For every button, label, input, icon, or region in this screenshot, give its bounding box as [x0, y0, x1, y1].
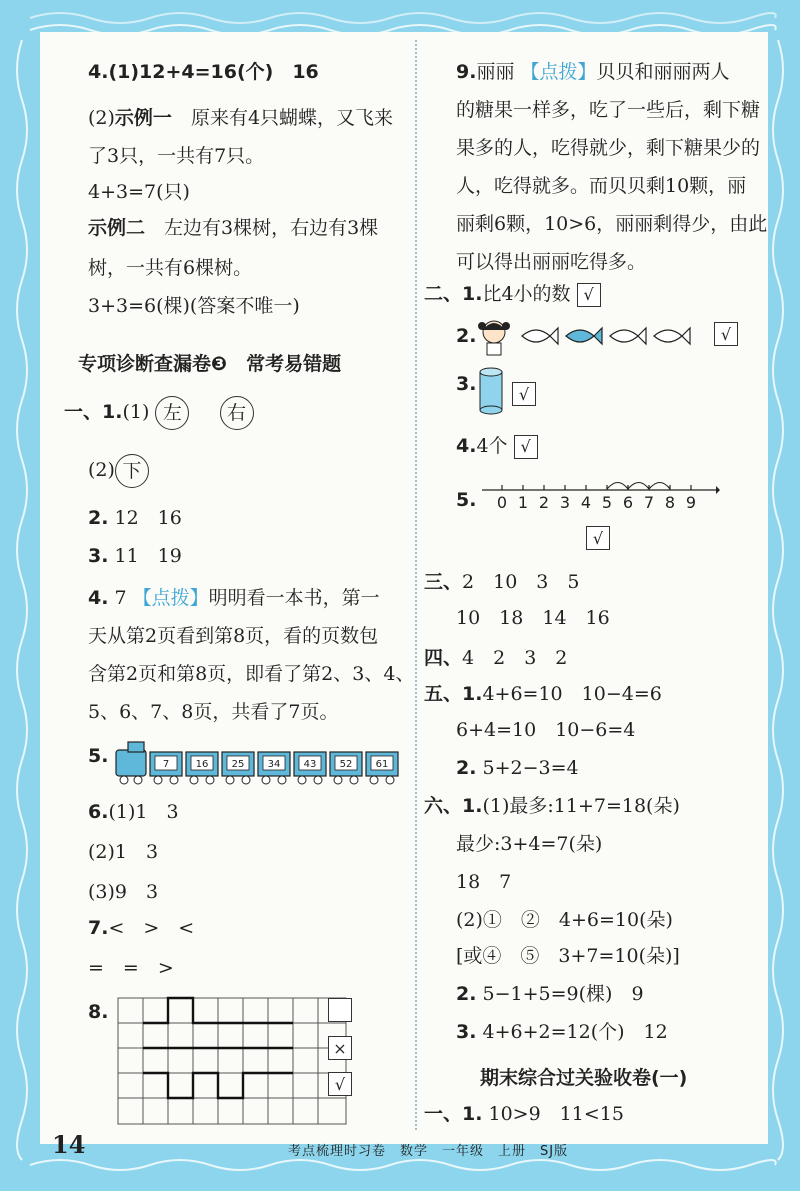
check-box: √: [714, 322, 738, 346]
section-6-1: 六、1.(1)最多:11+7=18(朵): [424, 795, 680, 817]
train-wheel: [120, 776, 128, 784]
train-car-label: 43: [303, 759, 317, 770]
hint-tag: 【点拨】: [132, 587, 209, 609]
answer-line: 树，一共有6棵树。: [88, 257, 253, 279]
answer-box-empty: [328, 998, 352, 1022]
train-wheel: [154, 776, 162, 784]
grid-figure: [116, 996, 356, 1128]
check-box: √: [514, 435, 538, 459]
answer-line: 含第2页和第8页，即看了第2、3、4、: [88, 663, 415, 685]
question-2-5: 5.: [456, 489, 477, 511]
number-line-label: 3: [559, 493, 571, 512]
train-wheel: [298, 776, 306, 784]
answer-line: 10 18 14 16: [456, 607, 610, 629]
cylinder-icon: [478, 366, 504, 416]
number-line-label: 1: [517, 493, 529, 512]
number-line-label: 2: [538, 493, 550, 512]
number-line-label: 5: [601, 493, 613, 512]
answer-line: 6+4=10 10−6=4: [456, 719, 636, 741]
train-engine: [116, 750, 146, 776]
answer-line: (2)① ② 4+6=10(朵): [456, 909, 673, 931]
question-2-1: 二、1.比4小的数 √: [424, 282, 601, 307]
train-cars: [150, 752, 398, 784]
answer-4-1: 4.(1)12+4=16(个) 16: [88, 61, 319, 83]
train-wheel: [386, 776, 394, 784]
answer-line: 人，吃得就多。而贝贝剩10颗，丽: [456, 175, 747, 197]
train-wheel: [190, 776, 198, 784]
check-box: √: [586, 526, 610, 550]
section-3: 三、2 10 3 5: [424, 571, 580, 593]
answer-line: 3+3=6(棵)(答案不唯一): [88, 295, 300, 317]
answer-line: 丽剩6颗，10>6，丽丽剩得少，由此: [456, 213, 768, 235]
answer-line: 的糖果一样多，吃了一些后，剩下糖: [456, 99, 761, 121]
train-wheel: [170, 776, 178, 784]
question-6: 6.(1)1 3: [88, 801, 179, 823]
question-4: 4. 7 【点拨】明明看一本书，第一: [88, 587, 380, 609]
answer-line: 了3只，一共有7只。: [88, 145, 265, 167]
number-line: [480, 470, 720, 516]
answer-line: 可以得出丽丽吃得多。: [456, 251, 647, 273]
train-car-label: 61: [375, 759, 389, 770]
number-line-label: 4: [580, 493, 592, 512]
section-5-1: 五、1.4+6=10 10−4=6: [424, 683, 662, 705]
question-2-2: 2.: [456, 325, 477, 347]
circled-answer: 右: [220, 396, 254, 430]
answer-9: 9.丽丽 【点拨】贝贝和丽丽两人: [456, 61, 730, 83]
train-car-label: 52: [339, 759, 353, 770]
girl-body: [487, 343, 501, 355]
train-car-label: 16: [195, 759, 209, 770]
number-line-label: 6: [622, 493, 634, 512]
answer-line: (3)9 3: [88, 881, 159, 903]
section-4: 四、4 2 3 2: [424, 647, 568, 669]
hint-tag: 【点拨】: [520, 61, 597, 83]
question-2-4: 4.4个 √: [456, 434, 538, 459]
check-box: √: [577, 283, 601, 307]
train-wheel: [278, 776, 286, 784]
answer-line: 天从第2页看到第8页，看的页数包: [88, 625, 379, 647]
question-8-label: 8.: [88, 1001, 109, 1023]
column-divider: [415, 40, 417, 1130]
answer-line: 果多的人，吃得就少，剩下糖果少的: [456, 137, 761, 159]
number-line-label: 7: [643, 493, 655, 512]
fish-icon: [654, 328, 690, 344]
jump-arcs: [607, 483, 670, 490]
section-6-3: 3. 4+6+2=12(个) 12: [456, 1021, 668, 1043]
number-line-label: 9: [685, 493, 697, 512]
question-3: 3. 11 19: [88, 545, 182, 567]
section-5-2: 2. 5+2−3=4: [456, 757, 579, 779]
answer-line: [或④ ⑤ 3+7=10(朵)]: [456, 945, 680, 967]
train-cab: [128, 742, 144, 752]
answer-line: 18 7: [456, 871, 512, 893]
answer-example-2: 示例二 左边有3棵树，右边有3棵: [88, 217, 379, 239]
answer-box-x: ×: [328, 1036, 352, 1060]
question-1-2: (2) 下: [88, 454, 149, 488]
train-wheel: [206, 776, 214, 784]
train-wheel: [242, 776, 250, 784]
footer-text: 考点梳理时习卷 数学 一年级 上册 SJ版: [288, 1144, 569, 1159]
question-2: 2. 12 16: [88, 507, 182, 529]
train-car-label: 34: [267, 759, 281, 770]
question-7: 7.< > <: [88, 917, 195, 939]
answer-box-check: √: [328, 1072, 352, 1096]
answer-line: 5、6、7、8页，共看了7页。: [88, 701, 339, 723]
fish-icon: [610, 328, 646, 344]
check-box: √: [512, 382, 536, 406]
train-wheel: [370, 776, 378, 784]
answer-4-2: (2)示例一 原来有4只蝴蝶，又飞来: [88, 107, 394, 129]
answer-line: = = >: [88, 957, 174, 979]
train-wheel: [226, 776, 234, 784]
train-wheel: [314, 776, 322, 784]
page-number: 14: [52, 1130, 86, 1159]
final-answer-1: 一、1. 10>9 11<15: [424, 1103, 624, 1125]
train-illustration: [114, 740, 404, 786]
fish-icon: [522, 328, 558, 344]
fish-row: [522, 328, 690, 344]
fish-icon-highlight: [566, 328, 602, 344]
train-wheel: [134, 776, 142, 784]
question-2-3: 3.: [456, 373, 477, 395]
question-1-1: 一、1.(1) 左 右: [64, 396, 254, 430]
train-wheel: [334, 776, 342, 784]
number-line-label: 8: [664, 493, 676, 512]
train-car-label: 25: [231, 759, 245, 770]
answer-line: 4+3=7(只): [88, 181, 190, 203]
number-line-label: 0: [496, 493, 508, 512]
circled-answer: 下: [115, 454, 149, 488]
section-title: 期末综合过关验收卷(一): [480, 1067, 688, 1089]
answer-line: (2)1 3: [88, 841, 159, 863]
train-wheel: [262, 776, 270, 784]
section-6-2: 2. 5−1+5=9(棵) 9: [456, 983, 644, 1005]
number-line-ticks: [497, 485, 696, 512]
answer-line: 最少:3+4=7(朵): [456, 833, 603, 855]
question-5-label: 5.: [88, 745, 109, 767]
girl-and-fish-illustration: [478, 314, 698, 358]
train-car-label: 7: [162, 759, 170, 770]
circled-answer: 左: [155, 396, 189, 430]
train-wheel: [350, 776, 358, 784]
section-title: 专项诊断查漏卷❸ 常考易错题: [78, 353, 342, 375]
